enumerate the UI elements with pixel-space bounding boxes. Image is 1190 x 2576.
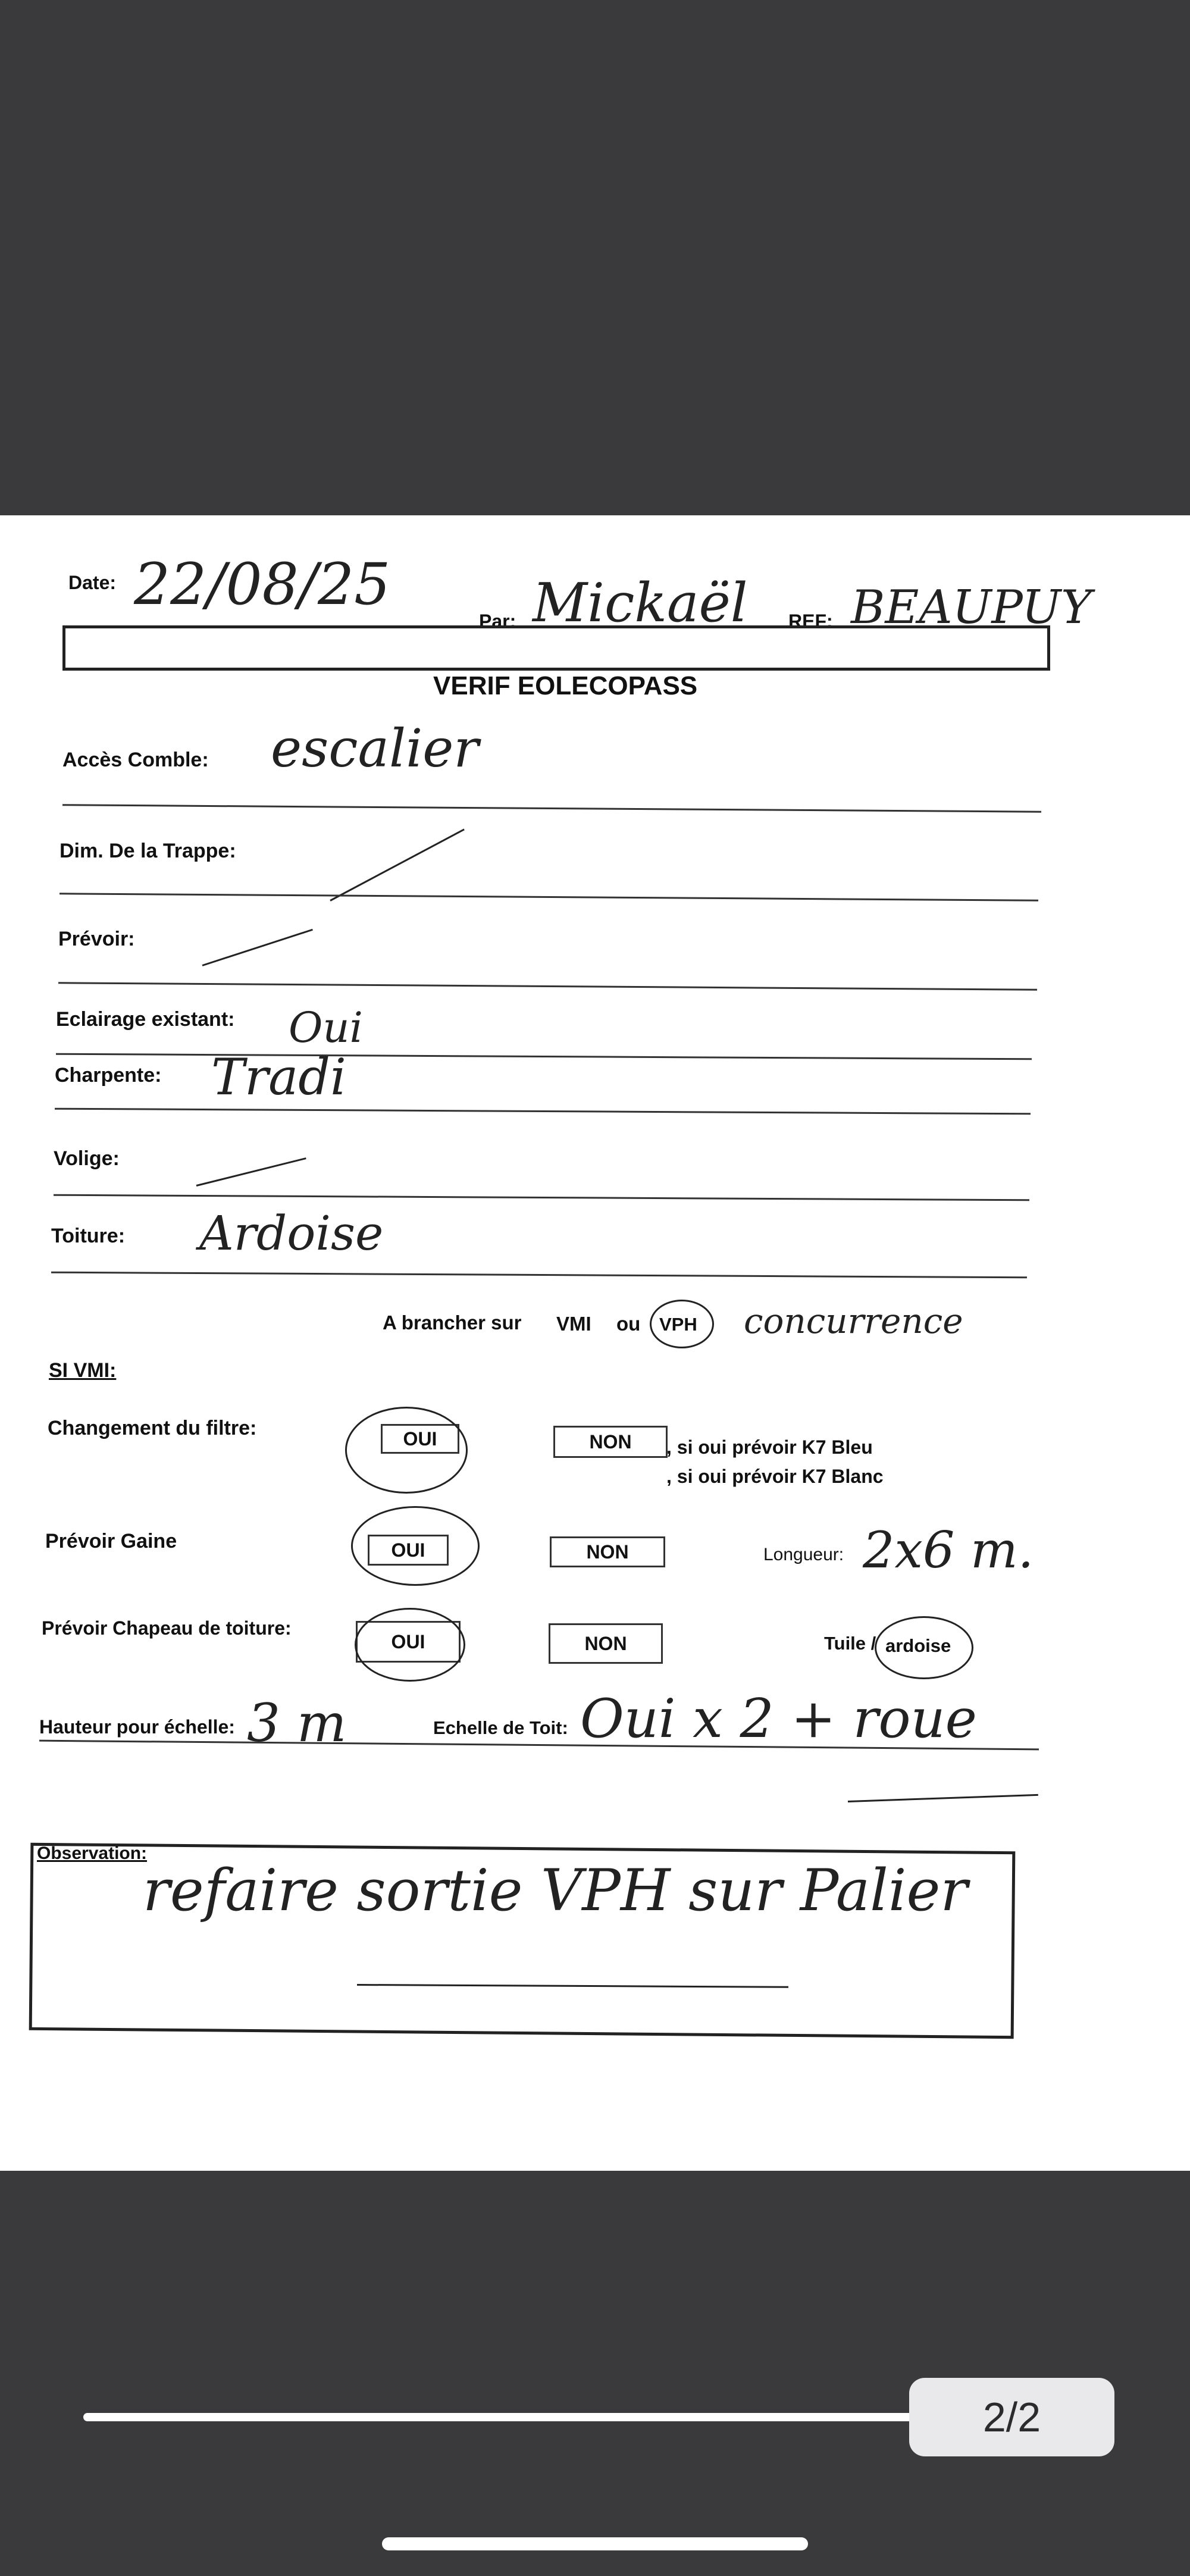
gaine-oui-text: OUI <box>391 1539 425 1561</box>
eclairage-label: Eclairage existant: <box>56 1008 235 1031</box>
volige-strike <box>196 1157 306 1187</box>
vph-circle <box>650 1300 714 1348</box>
echelle-underline <box>848 1794 1038 1802</box>
page-indicator: 2/2 <box>909 2378 1114 2456</box>
observation-label: Observation: <box>37 1843 148 1863</box>
echelle-label: Echelle de Toit: <box>433 1717 568 1738</box>
ref-value: BEAUPUY <box>851 581 1092 634</box>
viewer-bottom-area <box>0 2171 1190 2576</box>
gaine-oui-circle <box>351 1506 480 1586</box>
ardoise-circle <box>875 1616 973 1679</box>
filtre-oui-circle <box>345 1407 468 1494</box>
trappe-strike <box>330 828 465 901</box>
prevoir-line <box>58 982 1037 990</box>
date-label: Date: <box>68 572 117 593</box>
eclairage-value: Oui <box>289 1003 363 1052</box>
prevoir-strike <box>202 929 313 966</box>
si-vmi-heading: SI VMI: <box>49 1359 117 1382</box>
tuile-option: Tuile / <box>824 1633 876 1654</box>
chapeau-oui-text: OUI <box>391 1631 425 1652</box>
vmi-option: VMI <box>556 1313 591 1335</box>
brancher-label: A brancher sur <box>383 1312 522 1334</box>
chapeau-oui-circle <box>355 1608 465 1682</box>
hauteur-label: Hauteur pour échelle: <box>39 1716 235 1738</box>
trappe-line <box>60 893 1038 901</box>
filtre-label: Changement du filtre: <box>48 1417 257 1439</box>
toiture-value: Ardoise <box>199 1206 384 1261</box>
gaine-label: Prévoir Gaine <box>45 1530 177 1553</box>
gaine-non-text: NON <box>586 1541 629 1563</box>
acces-comble-value: escalier <box>271 718 479 779</box>
volige-label: Volige: <box>54 1147 120 1170</box>
longueur-label: Longueur: <box>763 1545 844 1564</box>
chapeau-non-text: NON <box>584 1633 627 1654</box>
k7-blanc-text: , si oui prévoir K7 Blanc <box>666 1466 884 1487</box>
filtre-non-text: NON <box>589 1431 632 1453</box>
prevoir-label: Prévoir: <box>58 928 135 950</box>
chapeau-label: Prévoir Chapeau de toiture: <box>42 1617 292 1639</box>
form-title: VERIF EOLECOPASS <box>433 671 698 700</box>
par-label: Par: <box>479 611 516 632</box>
ref-label: REF: <box>788 611 833 632</box>
hauteur-value: 3 m <box>247 1692 347 1754</box>
longueur-value: 2x6 m. <box>863 1521 1034 1579</box>
viewer-top-area <box>0 0 1190 515</box>
trappe-label: Dim. De la Trappe: <box>60 840 236 862</box>
par-value: Mickaël <box>533 572 748 634</box>
acces-line <box>62 804 1041 812</box>
toiture-line <box>51 1272 1027 1279</box>
date-value: 22/08/25 <box>134 551 391 618</box>
ou-text: ou <box>616 1313 641 1335</box>
document-page <box>0 515 1190 2171</box>
filtre-oui-text: OUI <box>403 1428 437 1450</box>
echelle-value: Oui x 2 + roue <box>580 1688 977 1750</box>
title-box <box>62 625 1050 671</box>
filtre-non-box <box>553 1426 668 1458</box>
chapeau-non-box <box>549 1623 663 1664</box>
vph-option: VPH <box>659 1314 697 1335</box>
charpente-value: Tradi <box>211 1048 346 1106</box>
charpente-line <box>55 1108 1031 1115</box>
home-indicator[interactable] <box>382 2537 808 2550</box>
k7-bleu-text: , si oui prévoir K7 Bleu <box>666 1436 873 1458</box>
charpente-label: Charpente: <box>55 1064 162 1087</box>
toiture-label: Toiture: <box>51 1225 126 1247</box>
page-scrubber[interactable] <box>83 2413 928 2421</box>
observation-value: refaire sortie VPH sur Palier <box>143 1857 968 1924</box>
volige-line <box>54 1194 1029 1201</box>
concurrence-value: concurrence <box>744 1301 963 1341</box>
eclairage-line <box>56 1053 1032 1060</box>
acces-comble-label: Accès Comble: <box>62 749 209 771</box>
ardoise-option: ardoise <box>885 1635 951 1656</box>
gaine-non-box <box>550 1536 665 1567</box>
